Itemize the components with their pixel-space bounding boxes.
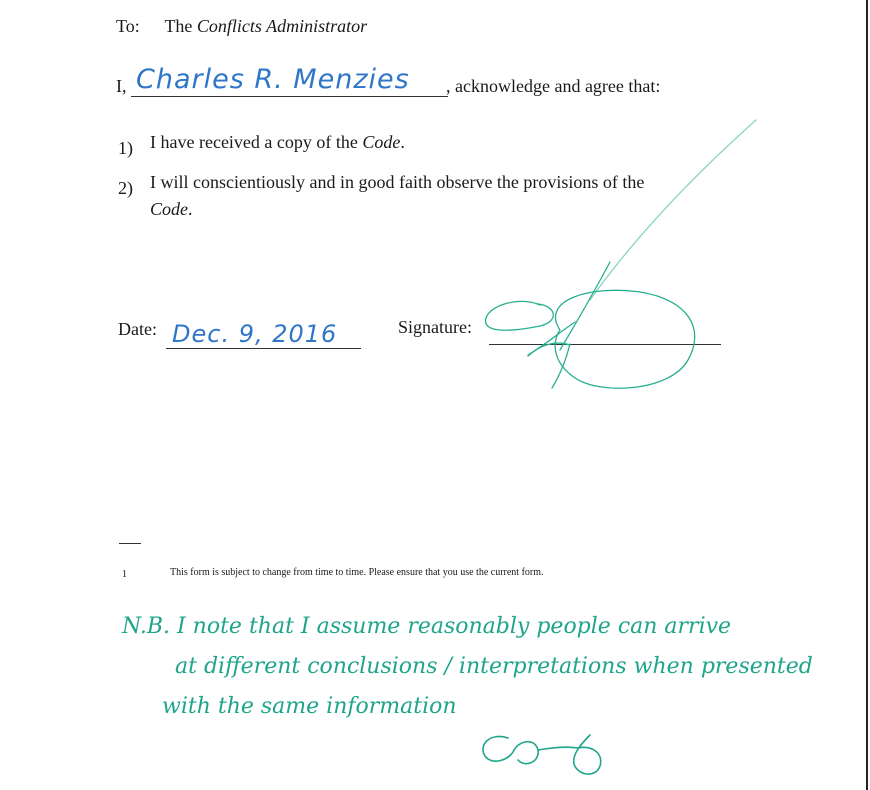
ack-suffix: , acknowledge and agree that: <box>446 76 661 96</box>
item-text-1: I have received a copy of the Code. <box>150 132 405 152</box>
to-label: To: <box>116 16 140 36</box>
footnote-text: This form is subject to change from time to time. Please ensure that you use the current form. <box>170 567 544 578</box>
handwritten-note-line-1: N.B. I note that I assume reasonably people can arrive <box>122 614 732 639</box>
item-number-1: 1) <box>118 138 133 158</box>
to-prefix: The <box>164 16 193 36</box>
signature-label: Signature: <box>398 317 472 337</box>
handwritten-note-line-3: with the same information <box>162 694 457 719</box>
to-title: Conflicts Administrator <box>196 16 368 36</box>
item-number-2: 2) <box>118 178 133 198</box>
item-2-code: Code <box>150 199 188 219</box>
handwritten-date: Dec. 9, 2016 <box>172 320 338 348</box>
item-text-2: I will conscientiously and in good faith observe the provisions of the <box>150 172 645 192</box>
footnote-number: 1 <box>122 569 127 580</box>
handwritten-note-line-2: at different conclusions / interpretations when presented <box>175 654 813 679</box>
ack-pronoun: I, <box>116 76 127 96</box>
handwritten-name: Charles R. Menzies <box>136 64 410 95</box>
item-text-2-line2: Code. <box>150 199 193 219</box>
date-label: Date: <box>118 319 157 339</box>
item-1-code: Code <box>362 132 401 152</box>
